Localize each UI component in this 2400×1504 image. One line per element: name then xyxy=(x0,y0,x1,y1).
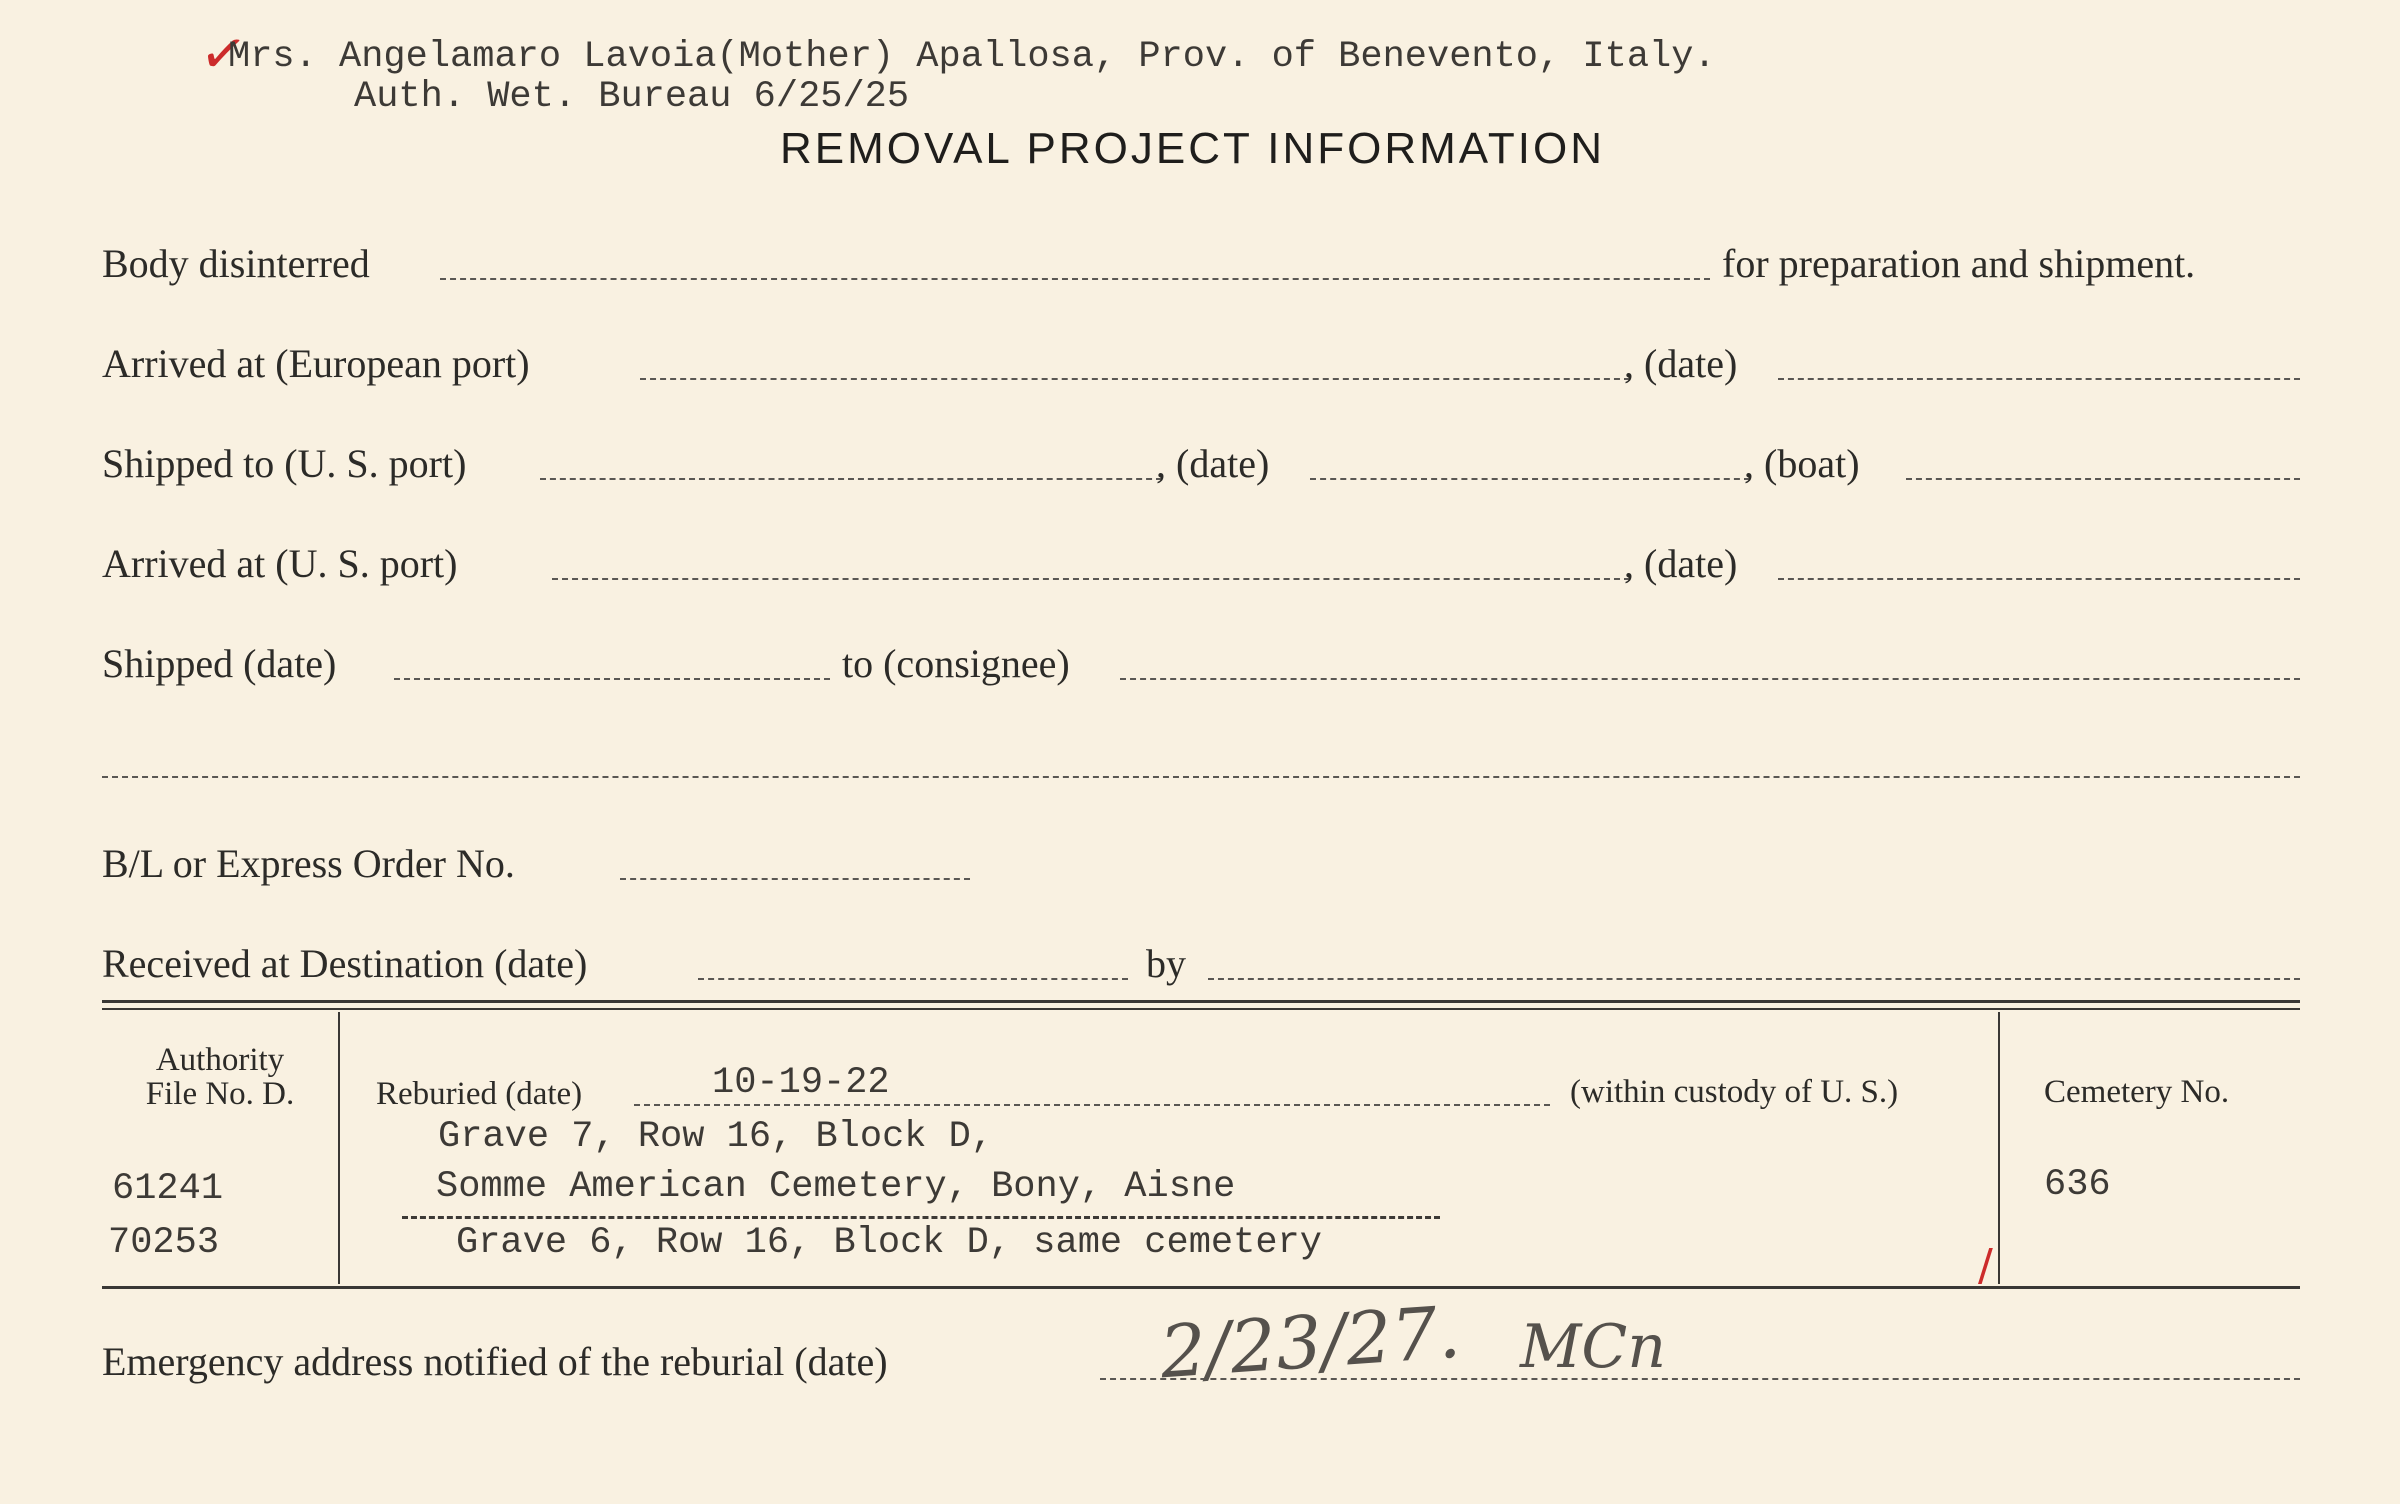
received-date-field xyxy=(698,978,1128,980)
european-port-field xyxy=(640,378,1630,380)
struck-through-underline xyxy=(402,1216,1440,1219)
initials-handwritten: MCn xyxy=(1520,1312,1666,1382)
authority-label: Authority xyxy=(155,1042,285,1078)
table-divider-right xyxy=(1998,1012,2000,1284)
received-by-field xyxy=(1208,978,2300,980)
shipped-date-consignee-label: Shipped (date) xyxy=(102,641,337,686)
consignee-continuation-field xyxy=(102,776,2300,778)
table-top-rule-inner xyxy=(102,1008,2300,1010)
file-no-label: File No. D. xyxy=(145,1076,295,1112)
authority-file-number-2: 70253 xyxy=(108,1222,220,1264)
bl-express-order-label: B/L or Express Order No. xyxy=(102,841,515,886)
reburied-date-field xyxy=(634,1104,1550,1106)
shipped-date-label: , (date) xyxy=(1156,441,1270,486)
boat-field xyxy=(1906,478,2300,480)
european-date-field xyxy=(1778,378,2300,380)
notified-date-handwritten: 2/23/27. xyxy=(1157,1289,1464,1395)
red-mark-icon: / xyxy=(1978,1240,1993,1291)
arrived-european-port-label: Arrived at (European port) xyxy=(102,341,530,386)
table-top-rule xyxy=(102,1000,2300,1003)
consignee-field xyxy=(1120,678,2300,680)
authority-file-number-1: 61241 xyxy=(112,1168,224,1210)
table-divider-left xyxy=(338,1012,340,1284)
to-consignee-label: to (consignee) xyxy=(842,641,1070,686)
body-disinterred-label: Body disinterred xyxy=(102,241,370,286)
boat-label: , (boat) xyxy=(1744,441,1860,486)
grave-location-2: Grave 6, Row 16, Block D, same cemetery xyxy=(456,1222,1322,1264)
european-date-label: , (date) xyxy=(1624,341,1738,386)
cemetery-number-value: 636 xyxy=(2044,1164,2111,1206)
card-title: REMOVAL PROJECT INFORMATION xyxy=(780,124,1605,173)
bl-express-order-field xyxy=(620,878,970,880)
emergency-address-label: Emergency address notified of the reburial (date) xyxy=(102,1339,888,1384)
body-disinterred-field xyxy=(440,278,1710,280)
addressee-line: Mrs. Angelamaro Lavoia(Mother) Apallosa, Prov. of Benevento, Italy. xyxy=(228,36,1716,78)
cemetery-no-label: Cemetery No. xyxy=(2044,1074,2230,1110)
table-bottom-rule xyxy=(102,1286,2300,1289)
reburied-date-label: Reburied (date) xyxy=(376,1076,583,1112)
arrived-us-port-label: Arrived at (U. S. port) xyxy=(102,541,458,586)
shipped-us-port-label: Shipped to (U. S. port) xyxy=(102,441,467,486)
grave-location-1: Grave 7, Row 16, Block D, xyxy=(438,1116,994,1158)
cemetery-location: Somme American Cemetery, Bony, Aisne xyxy=(436,1166,1236,1208)
received-destination-label: Received at Destination (date) xyxy=(102,941,588,986)
shipped-date-field xyxy=(1310,478,1750,480)
red-check-icon: ✓ xyxy=(195,19,252,90)
shipped-us-port-field xyxy=(540,478,1162,480)
received-by-label: by xyxy=(1146,941,1186,986)
shipped-on-date-field xyxy=(394,678,830,680)
arrived-date-field xyxy=(1778,578,2300,580)
authority-line: Auth. Wet. Bureau 6/25/25 xyxy=(354,76,910,118)
within-custody-label: (within custody of U. S.) xyxy=(1570,1074,1899,1110)
for-preparation-label: for preparation and shipment. xyxy=(1722,241,2196,286)
arrived-us-port-field xyxy=(552,578,1630,580)
reburied-date-value: 10-19-22 xyxy=(712,1062,890,1104)
arrived-date-label: , (date) xyxy=(1624,541,1738,586)
